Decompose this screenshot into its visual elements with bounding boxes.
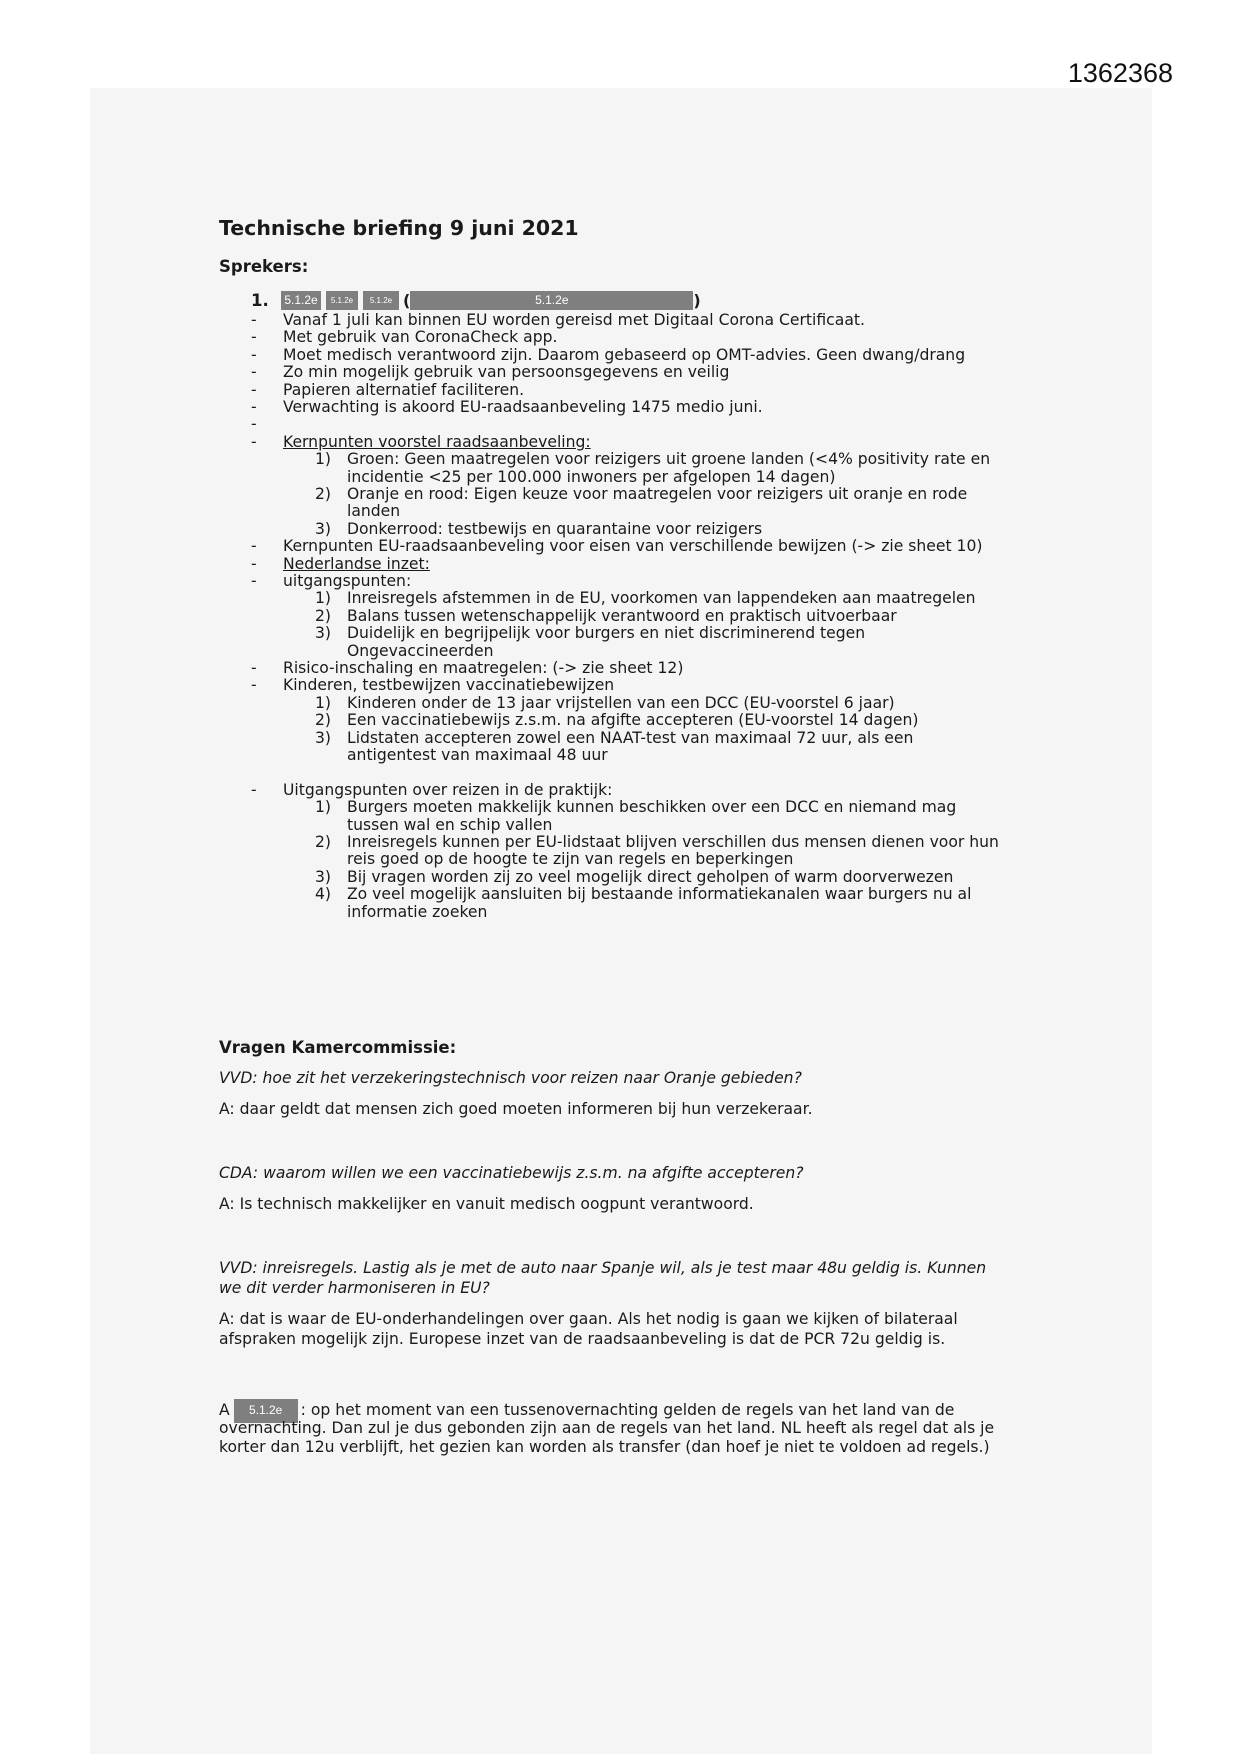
bullet-text: Papieren alternatief faciliteren.	[283, 380, 525, 399]
item-number: 2)	[315, 606, 332, 625]
item-number: 3)	[315, 728, 332, 747]
bullet-text: Nederlandse inzet:	[283, 554, 430, 573]
question-text: VVD: hoe zit het verzekeringstechnisch voor reizen naar Oranje gebieden?	[219, 1069, 802, 1087]
bullet-dash: -	[251, 415, 257, 434]
item-text: Ongevaccineerden	[347, 641, 494, 660]
item-text: Burgers moeten makkelijk kunnen beschikken over een DCC en niemand mag	[347, 798, 957, 817]
item-number: 1)	[315, 693, 332, 712]
item-number: 4)	[315, 885, 332, 904]
redaction-box: 5.1.2e	[363, 291, 399, 310]
item-number: 1)	[315, 798, 332, 817]
page-title: Technische briefing 9 juni 2021	[219, 216, 579, 240]
bullet-text: Kinderen, testbewijzen vaccinatiebewijzen	[283, 676, 615, 695]
item-text: Lidstaten accepteren zowel een NAAT-test van maximaal 72 uur, als een	[347, 728, 914, 747]
bullet-text: Moet medisch verantwoord zijn. Daarom gebaseerd op OMT-advies. Geen dwang/drang	[283, 345, 966, 364]
bullet-dash: -	[251, 432, 257, 451]
answer-text: A: Is technisch makkelijker en vanuit medisch oogpunt verantwoord.	[219, 1195, 754, 1213]
bullet-dash: -	[251, 537, 257, 556]
scanned-page-background	[90, 88, 1152, 1754]
bullet-dash: -	[251, 328, 257, 347]
bullet-text: Risico-inschaling en maatregelen: (-> zie sheet 12)	[283, 659, 684, 677]
bullet-dash: -	[251, 572, 257, 590]
item-text: Bij vragen worden zij zo veel mogelijk direct geholpen of warm doorverwezen	[347, 867, 954, 886]
redaction-box: 5.1.2e	[326, 291, 358, 310]
item-text: Een vaccinatiebewijs z.s.m. na afgifte accepteren (EU-voorstel 14 dagen)	[347, 711, 919, 730]
final-answer-line-1: A 5.1.2e : op het moment van een tussenovernachting gelden de regels van het land van de	[219, 1399, 954, 1423]
bullet-text: Uitgangspunten over reizen in de praktijk:	[283, 780, 613, 799]
item-number: 2)	[315, 711, 332, 730]
answer-text: afspraken mogelijk zijn. Europese inzet van de raadsaanbeveling is dat de PCR 72u geldig is.	[219, 1329, 946, 1348]
paren-close: )	[693, 290, 701, 310]
item-text: Inreisregels kunnen per EU-lidstaat blijven verschillen dus mensen dienen voor hun	[347, 833, 999, 851]
bullet-dash: -	[251, 398, 257, 416]
bullet-dash: -	[251, 345, 257, 364]
item-text: informatie zoeken	[347, 902, 488, 921]
bullet-text: uitgangspunten:	[283, 572, 412, 590]
questions-heading: Vragen Kamercommissie:	[219, 1038, 457, 1057]
bullet-dash: -	[251, 676, 257, 695]
item-text: Zo veel mogelijk aansluiten bij bestaande informatiekanalen waar burgers nu al	[347, 885, 972, 904]
bullet-dash: -	[251, 780, 257, 799]
bullet-dash: -	[251, 659, 257, 677]
item-number: 3)	[315, 624, 332, 643]
item-text: Kinderen onder de 13 jaar vrijstellen van een DCC (EU-voorstel 6 jaar)	[347, 693, 895, 712]
answer-text: A: daar geldt dat mensen zich goed moeten informeren bij hun verzekeraar.	[219, 1100, 813, 1118]
redaction-box: 5.1.2e	[234, 1399, 298, 1423]
item-text: reis goed op de hoogte te zijn van regels en beperkingen	[347, 850, 794, 869]
bullet-text: Kernpunten voorstel raadsaanbeveling:	[283, 432, 591, 451]
bullet-dash: -	[251, 311, 257, 329]
item-number: 1)	[315, 589, 332, 608]
question-text: CDA: waarom willen we een vaccinatiebewijs z.s.m. na afgifte accepteren?	[219, 1164, 804, 1182]
bullet-text: Vanaf 1 juli kan binnen EU worden gereisd met Digitaal Corona Certificaat.	[283, 311, 865, 329]
question-text: we dit verder harmoniseren in EU?	[219, 1278, 490, 1297]
item-text: Oranje en rood: Eigen keuze voor maatregelen voor reizigers uit oranje en rode	[347, 485, 968, 503]
item-text: landen	[347, 502, 401, 521]
redaction-box: 5.1.2e	[410, 291, 693, 310]
item-text: Groen: Geen maatregelen voor reizigers uit groene landen (<4% positivity rate en	[347, 450, 991, 469]
document-number: 1362368	[1067, 58, 1173, 88]
final-answer-line-2: overnachting. Dan zul je dus gebonden zijn aan de regels van het land. NL heeft als regel dat als je	[219, 1418, 995, 1437]
speakers-line	[251, 289, 701, 311]
item-text: tussen wal en schip vallen	[347, 815, 553, 834]
item-text: Donkerrood: testbewijs en quarantaine voor reizigers	[347, 519, 763, 538]
item-number: 2)	[315, 485, 332, 503]
bullet-text: Kernpunten EU-raadsaanbeveling voor eisen van verschillende bewijzen (-> zie sheet 10)	[283, 537, 983, 556]
bullet-text: Zo min mogelijk gebruik van persoonsgegevens en veilig	[283, 363, 730, 382]
item-number: 1)	[315, 450, 332, 469]
speakers-heading: Sprekers:	[219, 257, 309, 276]
bullet-text: Met gebruik van CoronaCheck app.	[283, 328, 558, 347]
item-number: 2)	[315, 833, 332, 851]
item-text: Balans tussen wetenschappelijk verantwoord en praktisch uitvoerbaar	[347, 606, 897, 625]
item-text: Inreisregels afstemmen in de EU, voorkomen van lappendeken aan maatregelen	[347, 589, 976, 608]
speaker-number: 1.	[251, 290, 269, 310]
paren-open: (	[403, 290, 411, 310]
item-text: Duidelijk en begrijpelijk voor burgers en niet discriminerend tegen	[347, 624, 866, 643]
final-answer-line-3: korter dan 12u verblijft, het gezien kan worden als transfer (dan hoef je niet te voldoen ad regels.)	[219, 1438, 990, 1457]
item-text: antigentest van maximaal 48 uur	[347, 746, 608, 764]
bullet-dash: -	[251, 363, 257, 382]
question-text: VVD: inreisregels. Lastig als je met de auto naar Spanje wil, als je test maar 48u geldig is. Kunnen	[219, 1259, 987, 1277]
item-text: incidentie <25 per 100.000 inwoners per afgelopen 14 dagen)	[347, 467, 836, 486]
redaction-box: 5.1.2e	[281, 291, 321, 310]
answer-text: A: dat is waar de EU-onderhandelingen over gaan. Als het nodig is gaan we kijken of bilateraal	[219, 1310, 958, 1328]
bullet-dash: -	[251, 380, 257, 399]
item-number: 3)	[315, 519, 332, 538]
bullet-text: Verwachting is akoord EU-raadsaanbeveling 1475 medio juni.	[283, 398, 763, 416]
bullet-dash: -	[251, 554, 257, 573]
item-number: 3)	[315, 867, 332, 886]
